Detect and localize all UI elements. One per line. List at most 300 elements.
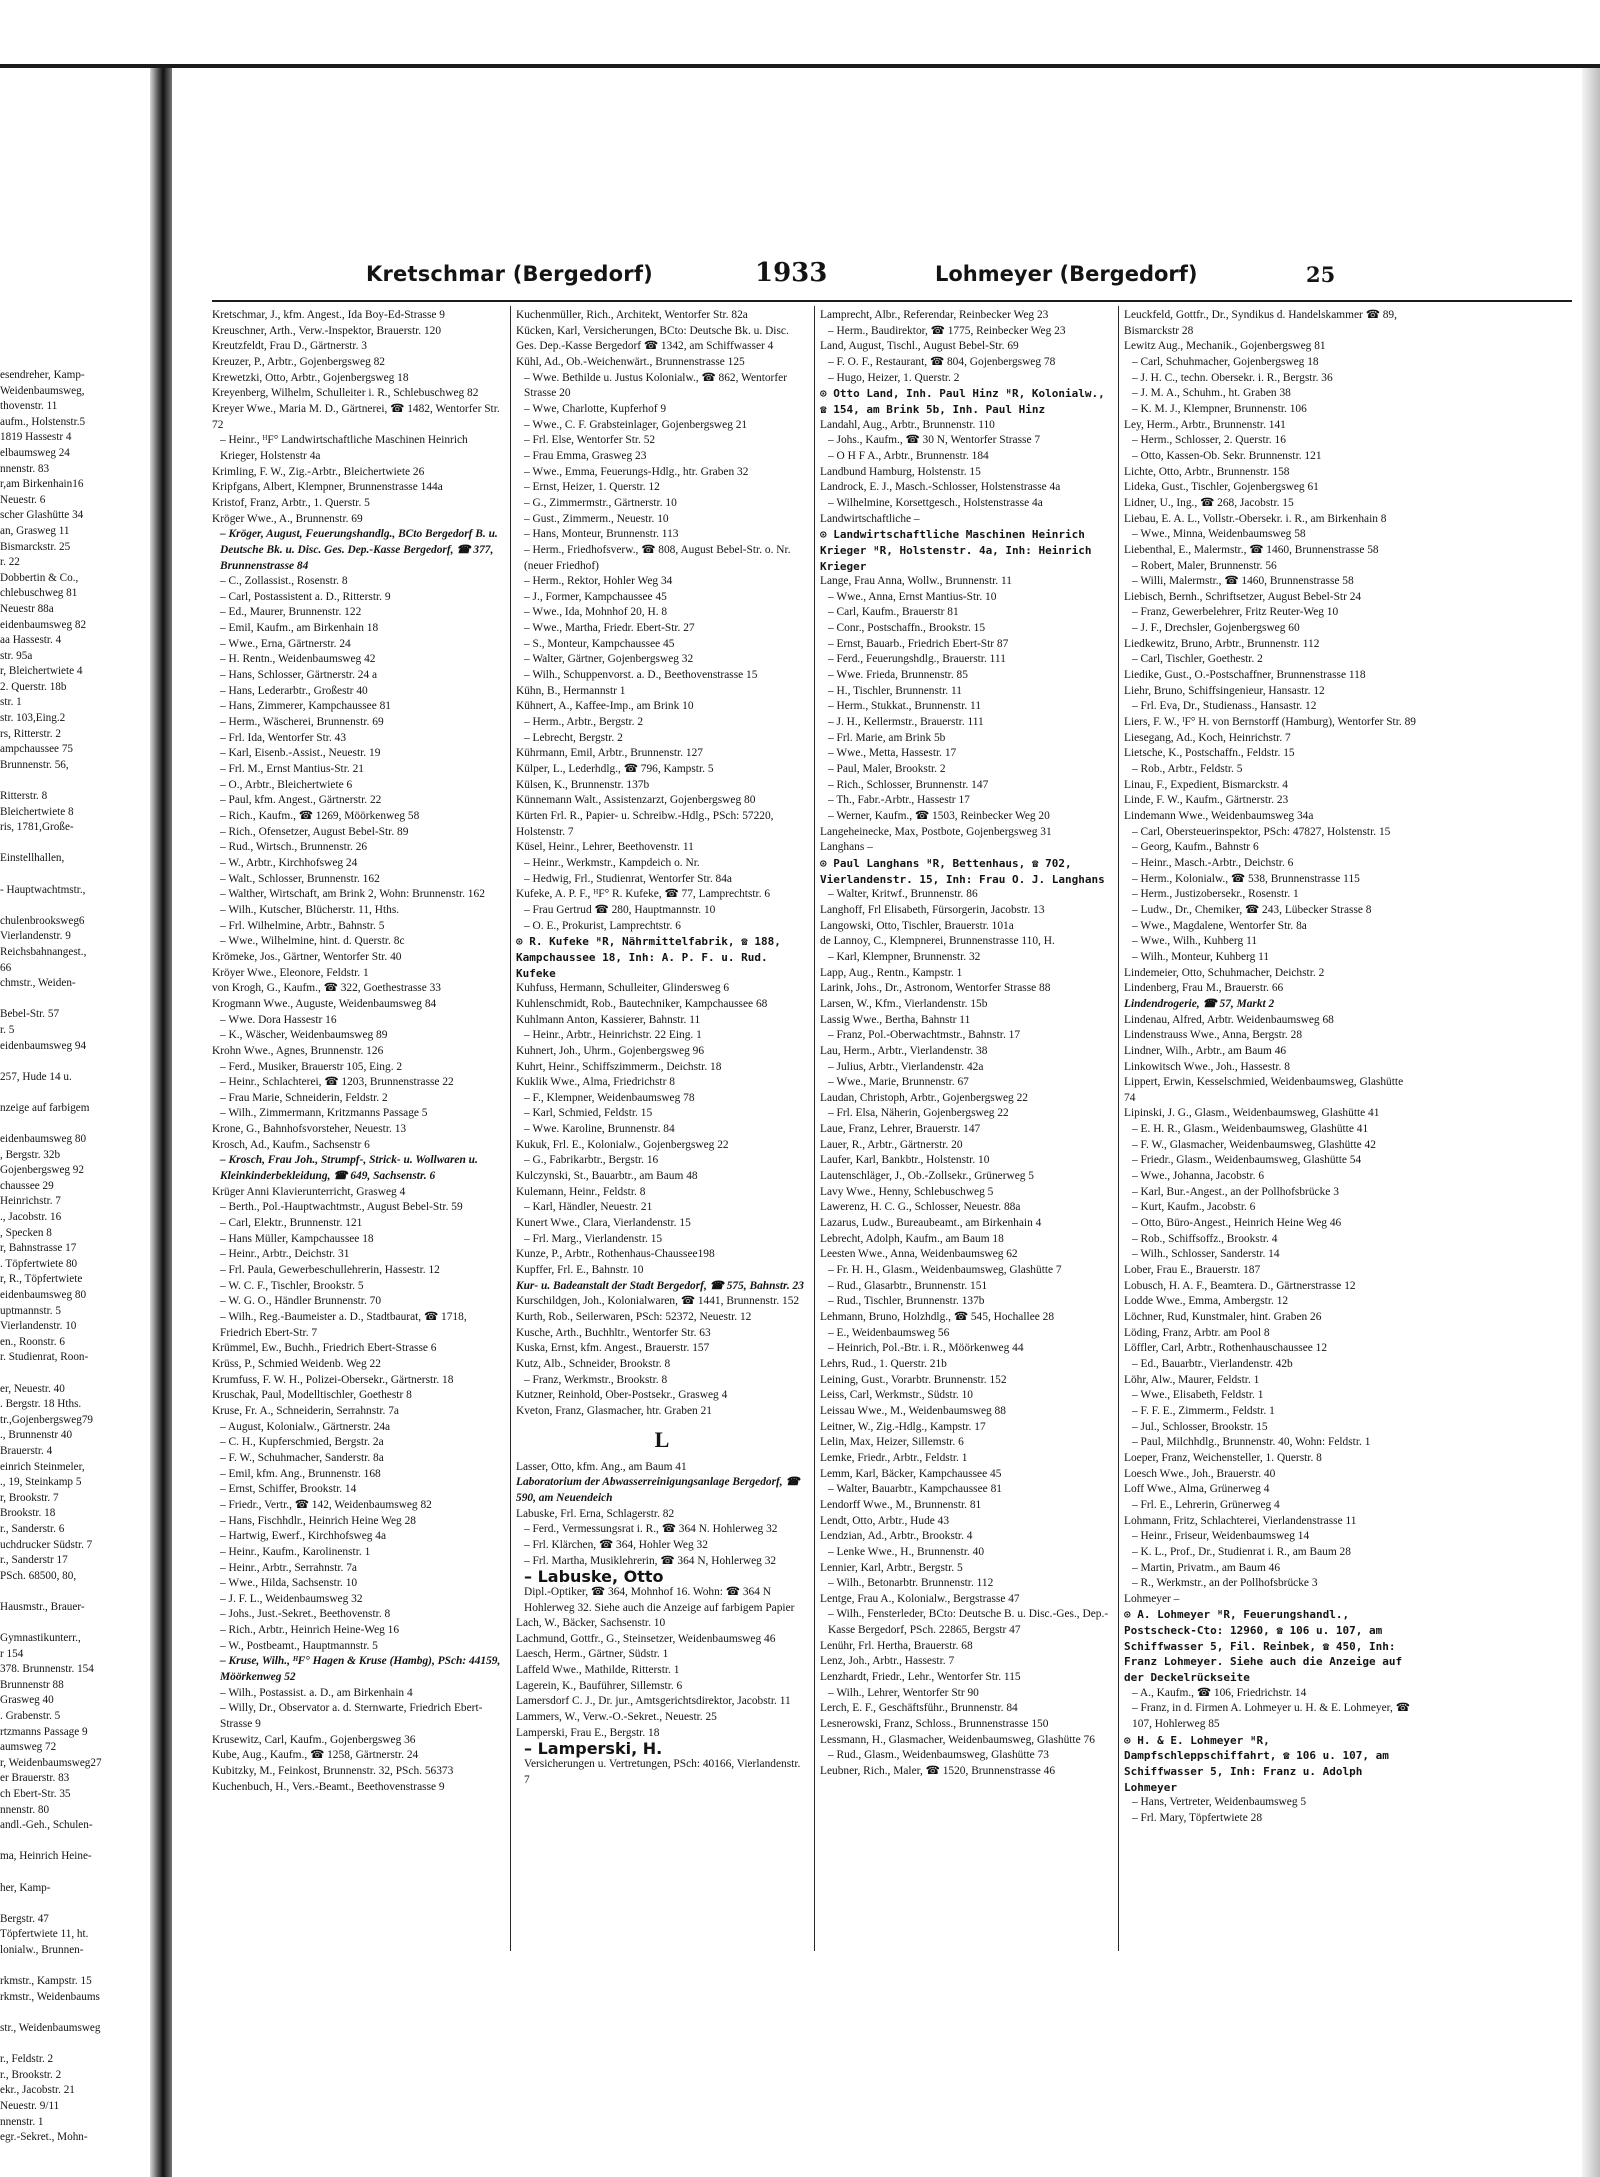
directory-entry: – Herm., Kolonialw., ☎ 538, Brunnenstrasse 115: [1132, 872, 1360, 885]
directory-entry: – Rich., Arbtr., Heinrich Heine-Weg 16: [220, 1624, 400, 1637]
directory-entry: Langowski, Otto, Tischler, Brauerstr. 101a: [820, 919, 1014, 932]
directory-entry: Land, August, Tischl., August Bebel-Str. 69: [820, 340, 1019, 353]
directory-entry: Kürten Frl. R., Papier- u. Schreibw.-Hdlg., PSch: 57220, Holstenstr. 7: [516, 810, 774, 838]
fragment-line: Gymnastikunterr.,: [0, 1632, 81, 1645]
directory-entry: Krömeke, Jos., Gärtner, Wentorfer Str. 40: [212, 950, 402, 963]
directory-entry: Krone, G., Bahnhofsvorsteher, Neuestr. 13: [212, 1123, 407, 1136]
directory-entry: – Frl. Paula, Gewerbeschullehrerin, Hassestr. 12: [220, 1264, 440, 1277]
directory-entry: – J., Former, Kampchaussee 45: [524, 590, 667, 603]
directory-entry: Leitner, W., Zig.-Hdlg., Kampstr. 17: [820, 1420, 986, 1433]
fragment-line: - Hauptwachtmstr.,: [0, 883, 86, 896]
directory-entry: Kusche, Arth., Buchhltr., Wentorfer Str. 63: [516, 1326, 711, 1339]
directory-entry: ⊙ Paul Langhans ᴴR, Bettenhaus, ☎ 702, Vierlandenstr. 15, Inh: Frau O. J. Langhans: [820, 856, 1105, 886]
directory-entry: – Wilh., Schuppenvorst. a. D., Beethovenstrasse 15: [524, 669, 758, 682]
fragment-line: Bismarckstr. 25: [0, 540, 71, 553]
directory-entry: Kreuschner, Arth., Verw.-Inspektor, Brauerstr. 120: [212, 324, 442, 337]
directory-entry: Lindner, Wilh., Arbtr., am Baum 46: [1124, 1044, 1287, 1057]
directory-entry: Kreuzer, P., Arbtr., Gojenbergsweg 82: [212, 355, 386, 368]
fragment-line: ma, Heinrich Heine-: [0, 1850, 92, 1863]
directory-entry: – Wwe., Emma, Feuerungs-Hdlg., htr. Graben 32: [524, 465, 749, 478]
directory-entry: – August, Kolonialw., Gärtnerstr. 24a: [220, 1420, 391, 1433]
fragment-line: Neuestr. 9/11: [0, 2099, 60, 2112]
fragment-line: rkmstr., Weidenbaums: [0, 1990, 100, 2003]
column-divider: [814, 306, 815, 1951]
directory-entry: – Robert, Maler, Brunnenstr. 56: [1132, 559, 1277, 572]
directory-entry: – Ludw., Dr., Chemiker, ☎ 243, Lübecker Strasse 8: [1132, 903, 1372, 916]
fragment-line: [0, 836, 145, 852]
directory-entry: – O., Arbtr., Bleichertwiete 6: [220, 778, 353, 791]
directory-column-1: [212, 308, 504, 1795]
directory-entry: Lendzian, Ad., Arbtr., Brookstr. 4: [820, 1530, 973, 1543]
directory-entry: – C. H., Kupferschmied, Bergstr. 2a: [220, 1436, 384, 1449]
fragment-line: chlebuschweg 81: [0, 587, 78, 600]
directory-entry: – Herm., Schlosser, 2. Querstr. 16: [1132, 434, 1286, 447]
directory-entry: Landwirtschaftliche –: [820, 512, 920, 525]
directory-entry: – Wwe., Johanna, Jacobstr. 6: [1132, 1170, 1265, 1183]
fragment-line: chmstr., Weiden-: [0, 977, 76, 990]
fragment-line: Reichsbahnangest.,: [0, 945, 87, 958]
directory-entry: Langeheinecke, Max, Postbote, Gojenbergsweg 31: [820, 825, 1052, 838]
directory-entry: Kretschmar, J., kfm. Angest., Ida Boy-Ed-Strasse 9: [212, 309, 446, 321]
directory-entry: Lohmeyer –: [1124, 1592, 1180, 1605]
directory-entry: – E. H. R., Glasm., Weidenbaumsweg, Glashütte 41: [1132, 1123, 1369, 1136]
directory-entry: – Karl, Klempner, Brunnenstr. 32: [828, 950, 981, 963]
directory-entry: – K. M. J., Klempner, Brunnenstr. 106: [1132, 402, 1307, 415]
directory-entry: – Frl. Eva, Dr., Studienass., Hansastr. 12: [1132, 700, 1317, 713]
directory-entry: Liebenthal, E., Malermstr., ☎ 1460, Brunnenstrasse 58: [1124, 543, 1379, 556]
directory-entry: – Wwe., Anna, Ernst Mantius-Str. 10: [828, 590, 997, 603]
directory-column-3: [820, 308, 1112, 1780]
directory-entry: – Ernst, Schiffer, Brookstr. 14: [220, 1483, 357, 1496]
directory-entry: – J. H. C., techn. Obersekr. i. R., Bergstr. 36: [1132, 371, 1333, 384]
directory-entry: Lautenschläger, J., Ob.-Zollsekr., Grünerweg 5: [820, 1170, 1035, 1183]
directory-entry: – Berth., Pol.-Hauptwachtmstr., August Bebel-Str. 59: [220, 1201, 463, 1214]
directory-entry: Laffeld Wwe., Mathilde, Ritterstr. 1: [516, 1664, 680, 1677]
directory-entry: Kutzner, Reinhold, Ober-Postsekr., Grasweg 4: [516, 1389, 728, 1402]
directory-entry: Lau, Herm., Arbtr., Vierlandenstr. 38: [820, 1044, 988, 1057]
directory-entry: Külsen, K., Brunnenstr. 137b: [516, 778, 650, 791]
directory-entry: – E., Weidenbaumsweg 56: [828, 1326, 950, 1339]
directory-entry: Lapp, Aug., Rentn., Kampstr. 1: [820, 966, 963, 979]
directory-entry: – Hans Müller, Kampchaussee 18: [220, 1232, 374, 1245]
directory-entry: – Kröger, August, Feuerungshandlg., BCto Bergedorf B. u. Deutsche Bk. u. Disc. Ges. Dep.-Kasse Bergedorf, ☎ 377, Brunnenstrasse 84: [220, 528, 498, 572]
directory-entry: – Krosch, Frau Joh., Strumpf-, Strick- u. Wollwaren u. Kleinkinderbekleidung, ☎ 649, Sachsenstr. 6: [220, 1154, 478, 1183]
directory-entry: Lindenberg, Frau M., Brauerstr. 66: [1124, 982, 1284, 995]
directory-entry: Lennier, Karl, Arbtr., Bergstr. 5: [820, 1561, 963, 1574]
directory-entry: – Rich., Schlosser, Brunnenstr. 147: [828, 778, 989, 791]
fragment-line: einrich Steinmeler,: [0, 1460, 85, 1473]
fragment-line: aa Hassestr. 4: [0, 634, 62, 647]
directory-entry: Krosch, Ad., Kaufm., Sachsenstr 6: [212, 1138, 370, 1151]
fragment-line: [0, 1896, 145, 1912]
directory-entry: Kreutzfeldt, Frau D., Gärtnerstr. 3: [212, 340, 367, 353]
directory-entry: – Fr. H. H., Glasm., Weidenbaumsweg, Glashütte 7: [828, 1264, 1062, 1277]
directory-entry: Larink, Johs., Dr., Astronom, Wentorfer Strasse 88: [820, 982, 1051, 995]
directory-entry: – Wilh., Zimmermann, Kritzmanns Passage 5: [220, 1107, 428, 1120]
directory-entry: – Rob., Arbtr., Feldstr. 5: [1132, 763, 1243, 776]
directory-entry: – Kruse, Wilh., ᴴF° Hagen & Kruse (Hambg), PSch: 44159, Möörkenweg 52: [220, 1655, 501, 1684]
directory-entry: – Karl, Händler, Neuestr. 21: [524, 1201, 653, 1214]
header-rule: [212, 300, 1572, 302]
directory-entry: Larsen, W., Kfm., Vierlandenstr. 15b: [820, 997, 988, 1010]
directory-entry: – Paul, Maler, Brookstr. 2: [828, 763, 946, 776]
directory-entry: – Frl. Marg., Vierlandenstr. 15: [524, 1232, 663, 1245]
directory-entry: Laboratorium der Abwasserreinigungsanlage Bergedorf, ☎ 590, am Neuendeich: [516, 1476, 800, 1504]
fragment-line: lonialw., Brunnen-: [0, 1943, 84, 1956]
directory-entry: Kröger Wwe., A., Brunnenstr. 69: [212, 512, 363, 525]
directory-entry: – Ed., Maurer, Brunnenstr. 122: [220, 606, 362, 619]
directory-entry: Lamersdorf C. J., Dr. jur., Amtsgerichtsdirektor, Jacobstr. 11: [516, 1695, 791, 1708]
directory-entry: Lindenau, Alfred, Arbtr. Weidenbaumsweg 68: [1124, 1013, 1334, 1026]
directory-entry: – F. W., Glasmacher, Weidenbaumsweg, Glashütte 42: [1132, 1138, 1376, 1151]
directory-entry: Kreyenberg, Wilhelm, Schulleiter i. R., Schlebuschweg 82: [212, 387, 479, 400]
fragment-line: rkmstr., Kampstr. 15: [0, 1975, 92, 1988]
fragment-line: en., Roonstr. 6: [0, 1335, 65, 1348]
directory-entry: Laue, Franz, Lehrer, Brauerstr. 147: [820, 1123, 981, 1136]
directory-entry: Lehrs, Rud., 1. Querstr. 21b: [820, 1357, 947, 1370]
directory-entry: Lohmann, Fritz, Schlachterei, Vierlandenstrasse 11: [1124, 1514, 1357, 1527]
directory-entry: – Lenke Wwe., H., Brunnenstr. 40: [828, 1545, 985, 1558]
fragment-line: [0, 898, 145, 914]
fragment-line: 1819 Hassestr 4: [0, 431, 72, 444]
fragment-line: Ritterstr. 8: [0, 790, 48, 803]
directory-entry: – Hans, Zimmerer, Kampchaussee 81: [220, 700, 391, 713]
section-letter: L: [654, 1426, 670, 1452]
directory-entry: Kuhlenschmidt, Rob., Bautechniker, Kampchaussee 68: [516, 997, 768, 1010]
directory-entry: – Paul, kfm. Angest., Gärtnerstr. 22: [220, 794, 382, 807]
directory-entry: Kröyer Wwe., Eleonore, Feldstr. 1: [212, 966, 369, 979]
directory-entry: – F. O. F., Restaurant, ☎ 804, Gojenbergsweg 78: [828, 355, 1056, 368]
fragment-line: Neuestr 88a: [0, 602, 54, 615]
directory-entry: Loesch Wwe., Joh., Brauerstr. 40: [1124, 1467, 1276, 1480]
directory-entry: – Hans, Schlosser, Gärtnerstr. 24 a: [220, 669, 378, 682]
directory-entry: Versicherungen u. Vertretungen, PSch: 40166, Vierlandenstr. 7: [524, 1758, 801, 1786]
directory-entry: – Rud., Glasarbtr., Brunnenstr. 151: [828, 1279, 988, 1292]
directory-entry: – Herm., Stukkat., Brunnenstr. 11: [828, 700, 982, 713]
directory-entry: Kulczynski, St., Bauarbtr., am Baum 48: [516, 1170, 698, 1183]
directory-entry: – Frl. E., Lehrerin, Grünerweg 4: [1132, 1498, 1280, 1511]
directory-entry: – H. Rentn., Weidenbaumsweg 42: [220, 653, 376, 666]
directory-entry: Lessmann, H., Glasmacher, Weidenbaumsweg, Glashütte 76: [820, 1733, 1095, 1746]
directory-entry: Kuklik Wwe., Alma, Friedrichstr 8: [516, 1076, 675, 1089]
directory-entry: – Martin, Privatm., am Baum 46: [1132, 1561, 1281, 1574]
fragment-line: rtzmanns Passage 9: [0, 1725, 88, 1738]
directory-entry: – Hedwig, Frl., Studienrat, Wentorfer Str. 84a: [524, 872, 732, 885]
directory-entry: Lidner, U., Ing., ☎ 268, Jacobstr. 15: [1124, 496, 1294, 509]
directory-entry: Löffler, Carl, Arbtr., Rothenhauschaussee 12: [1124, 1342, 1328, 1355]
fragment-line: Einstellhallen,: [0, 852, 65, 865]
directory-entry: – G., Zimmermstr., Gärtnerstr. 10: [524, 496, 677, 509]
directory-entry: – Johs., Just.-Sekret., Beethovenstr. 8: [220, 1608, 391, 1621]
directory-entry: – Labuske, Otto: [524, 1567, 664, 1587]
fragment-line: r. 5: [0, 1023, 15, 1036]
directory-entry: – Heinr., Arbtr., Serrahnstr. 7a: [220, 1561, 357, 1574]
fragment-line: rs, Ritterstr. 2: [0, 727, 61, 740]
directory-entry: Kutz, Alb., Schneider, Brookstr. 8: [516, 1357, 671, 1370]
directory-entry: – Hugo, Heizer, 1. Querstr. 2: [828, 371, 960, 384]
directory-entry: – Ferd., Feuerungshdlg., Brauerstr. 111: [828, 653, 1006, 666]
directory-entry: Leuckfeld, Gottfr., Dr., Syndikus d. Handelskammer ☎ 89, Bismarckstr 28: [1124, 309, 1397, 337]
directory-entry: Kunze, P., Arbtr., Rothenhaus-Chaussee198: [516, 1248, 715, 1261]
directory-entry: Lawerenz, H. C. G., Schlosser, Neuestr. 88a: [820, 1201, 1021, 1214]
directory-entry: – Herm., Friedhofsverw., ☎ 808, August Bebel-Str. o. Nr. (neuer Friedhof): [524, 543, 791, 572]
directory-entry: – Carl, Obersteuerinspektor, PSch: 47827, Holstenstr. 15: [1132, 825, 1391, 838]
directory-entry: – Heinr., Friseur, Weidenbaumsweg 14: [1132, 1530, 1310, 1543]
fragment-line: r. 22: [0, 556, 20, 569]
directory-entry: Kurth, Rob., Seilerwaren, PSch: 52372, Neuestr. 12: [516, 1311, 752, 1323]
fragment-line: elbaumsweg 24: [0, 446, 70, 459]
directory-entry: – Wwe., C. F. Grabsteinlager, Gojenbergsweg 21: [524, 418, 748, 431]
directory-entry: Landahl, Aug., Arbtr., Brunnenstr. 110: [820, 418, 995, 431]
fragment-line: nnenstr. 83: [0, 462, 50, 475]
header-first-entry: Kretschmar (Bergedorf): [366, 262, 653, 286]
fragment-line: , Specken 8: [0, 1226, 52, 1239]
fragment-line: 66: [0, 961, 12, 974]
directory-entry: – Herm., Arbtr., Bergstr. 2: [524, 716, 644, 729]
directory-entry: Krewetzki, Otto, Arbtr., Gojenbergsweg 18: [212, 371, 409, 384]
directory-entry: – Carl, Postassistent a. D., Ritterstr. 9: [220, 590, 391, 603]
directory-entry: – Frl. M., Ernst Mantius-Str. 21: [220, 763, 364, 776]
directory-entry: Kukuk, Frl. E., Kolonialw., Gojenbergsweg 22: [516, 1138, 729, 1151]
directory-entry: – Wwe., Elisabeth, Feldstr. 1: [1132, 1389, 1264, 1402]
directory-entry: Kuchenmüller, Rich., Architekt, Wentorfer Str. 82a: [516, 309, 748, 321]
directory-entry: Lenz, Joh., Arbtr., Hassestr. 7: [820, 1655, 955, 1668]
directory-entry: – Rud., Glasm., Weidenbaumsweg, Glashütte 73: [828, 1749, 1049, 1762]
directory-entry: – Carl, Tischler, Goethestr. 2: [1132, 653, 1263, 666]
directory-entry: – Friedr., Glasm., Weidenbaumsweg, Glashütte 54: [1132, 1154, 1362, 1167]
directory-entry: – Wwe., Metta, Hassestr. 17: [828, 747, 957, 760]
previous-page-fragment: [0, 68, 168, 2177]
header-year: 1933: [755, 258, 828, 288]
fragment-line: Hausmstr., Brauer-: [0, 1600, 85, 1613]
directory-entry: – Frl. Wilhelmine, Arbtr., Bahnstr. 5: [220, 919, 385, 932]
fragment-line: Vierlandenstr. 10: [0, 1320, 77, 1333]
directory-entry: Liehr, Bruno, Schiffsingenieur, Hansastr. 12: [1124, 684, 1325, 697]
fragment-line: [0, 1366, 145, 1382]
directory-entry: – Frl. Elsa, Näherin, Gojenbergsweg 22: [828, 1107, 1009, 1120]
fragment-line: Bebel-Str. 57: [0, 1008, 60, 1021]
directory-entry: Leesten Wwe., Anna, Weidenbaumsweg 62: [820, 1248, 1018, 1261]
directory-entry: – Wwe., Erna, Gärtnerstr. 24: [220, 637, 351, 650]
directory-entry: Künnemann Walt., Assistenzarzt, Gojenbergsweg 80: [516, 794, 756, 807]
directory-entry: – Walter, Kritwf., Brunnenstr. 86: [828, 888, 978, 901]
directory-entry: – Ed., Bauarbtr., Vierlandenstr. 42b: [1132, 1357, 1293, 1370]
fragment-line: PSch. 68500, 80,: [0, 1569, 77, 1582]
page-edge: [1582, 68, 1600, 2177]
directory-entry: – F. F. E., Zimmerm., Feldstr. 1: [1132, 1404, 1275, 1417]
directory-entry: – Gust., Zimmerm., Neuestr. 10: [524, 512, 669, 525]
fragment-line: aufm., Holstenstr.5: [0, 415, 86, 428]
directory-entry: – Franz, Gewerbelehrer, Fritz Reuter-Weg 10: [1132, 606, 1339, 619]
fragment-line: [0, 992, 145, 1008]
directory-entry: – Wilh., Monteur, Kuhberg 11: [1132, 950, 1270, 963]
directory-entry: Liers, F. W., ᴵF° H. von Bernstorff (Hamburg), Wentorfer Str. 89: [1124, 716, 1416, 729]
directory-entry: – Walter, Bauarbtr., Kampchaussee 81: [828, 1483, 1002, 1496]
directory-entry: – Kurt, Kaufm., Jacobstr. 6: [1132, 1201, 1256, 1214]
directory-entry: – A., Kaufm., ☎ 106, Friedrichstr. 14: [1132, 1686, 1307, 1699]
fragment-line: str. 103,Eing.2: [0, 712, 66, 725]
directory-entry: Linau, F., Expedient, Bismarckstr. 4: [1124, 778, 1288, 791]
fragment-line: nzeige auf farbigem: [0, 1101, 90, 1114]
directory-entry: Lachmund, Gottfr., G., Steinsetzer, Weidenbaumsweg 46: [516, 1632, 776, 1645]
directory-entry: – Hans, Lederarbtr., Großestr 40: [220, 684, 368, 697]
column-divider: [510, 306, 511, 1951]
directory-entry: – Wwe., Martha, Friedr. Ebert-Str. 27: [524, 622, 695, 635]
directory-entry: Löhr, Alw., Maurer, Feldstr. 1: [1124, 1373, 1260, 1386]
directory-entry: Krohn Wwe., Agnes, Brunnenstr. 126: [212, 1044, 384, 1057]
directory-entry: Liedike, Gust., O.-Postschaffner, Brunnenstrasse 118: [1124, 669, 1366, 682]
directory-entry: Krumfuss, F. W. H., Polizei-Obersekr., Gärtnerstr. 18: [212, 1373, 454, 1386]
fragment-line: Brunnenstr. 56,: [0, 758, 69, 771]
directory-entry: Lavy Wwe., Henny, Schlebuschweg 5: [820, 1185, 994, 1198]
fragment-line: r., Sanderstr 17: [0, 1554, 68, 1567]
directory-entry: Kreyer Wwe., Maria M. D., Gärtnerei, ☎ 1482, Wentorfer Str. 72: [212, 402, 500, 431]
directory-entry: ⊙ R. Kufeke ᴴR, Nährmittelfabrik, ☎ 188, Kampchaussee 18, Inh: A. P. F. u. Rud. Kufeke: [516, 935, 781, 980]
directory-entry: – Hans, Fischhdlr., Heinrich Heine Weg 28: [220, 1514, 416, 1527]
directory-entry: – Werner, Kaufm., ☎ 1503, Reinbecker Weg 20: [828, 810, 1050, 822]
directory-entry: – Wwe., Ida, Mohnhof 20, H. 8: [524, 606, 668, 619]
directory-entry: – Karl, Bur.-Angest., an der Pollhofsbrücke 3: [1132, 1185, 1339, 1198]
directory-entry: Linkowitsch Wwe., Joh., Hassestr. 8: [1124, 1060, 1290, 1073]
directory-entry: Linde, F. W., Kaufm., Gärtnerstr. 23: [1124, 794, 1289, 807]
directory-entry: – J. H., Kellermstr., Brauerstr. 111: [828, 716, 984, 729]
fragment-line: r, Brookstr. 7: [0, 1491, 59, 1504]
fragment-line: ., Brunnenstr 40: [0, 1429, 73, 1442]
directory-entry: – Frau Marie, Schneiderin, Feldstr. 2: [220, 1091, 388, 1104]
directory-entry: Külper, L., Lederhdlg., ☎ 796, Kampstr. 5: [516, 763, 714, 776]
fragment-line: r., Sanderstr. 6: [0, 1522, 65, 1535]
directory-entry: – Hartwig, Ewerf., Kirchhofsweg 4a: [220, 1530, 387, 1543]
directory-entry: Lach, W., Bäcker, Sachsenstr. 10: [516, 1617, 666, 1630]
fragment-line: Töpfertwiete 11, ht.: [0, 1928, 89, 1941]
directory-entry: Kühnert, A., Kaffee-Imp., am Brink 10: [516, 700, 694, 713]
directory-entry: – Karl, Eisenb.-Assist., Neuestr. 19: [220, 747, 381, 760]
directory-entry: Krogmann Wwe., Auguste, Weidenbaumsweg 84: [212, 997, 437, 1010]
directory-entry: Landbund Hamburg, Holstenstr. 15: [820, 465, 981, 478]
column-divider: [1118, 306, 1119, 1951]
fragment-line: , Bergstr. 32b: [0, 1148, 61, 1161]
page-number: 25: [1306, 262, 1336, 287]
directory-entry: Kufeke, A. P. F., ᴴF° R. Kufeke, ☎ 77, Lamprechtstr. 6: [516, 888, 771, 901]
directory-entry: Kuhrt, Heinr., Schiffszimmerm., Deichstr. 18: [516, 1060, 722, 1073]
fragment-line: [0, 773, 145, 789]
directory-entry: Lamprecht, Albr., Referendar, Reinbecker Weg 23: [820, 309, 1049, 321]
directory-entry: – Franz, in d. Firmen A. Lohmeyer u. H. & E. Lohmeyer, ☎ 107, Hohlerweg 85: [1132, 1702, 1410, 1731]
directory-entry: Kubitzky, M., Feinkost, Brunnenstr. 32, PSch. 56373: [212, 1765, 454, 1778]
directory-entry: – W. G. O., Händler Brunnenstr. 70: [220, 1295, 382, 1308]
fragment-line: ch Ebert-Str. 35: [0, 1788, 71, 1801]
fragment-line: Brunnenstr 88: [0, 1678, 64, 1691]
directory-entry: Kühn, B., Hermannstr 1: [516, 684, 626, 697]
directory-entry: – Willy, Dr., Observator a. d. Sternwarte, Friedrich Ebert-Strasse 9: [220, 1702, 483, 1731]
fragment-line: Vierlandenstr. 9: [0, 930, 71, 943]
fragment-line: [0, 1834, 145, 1850]
directory-entry: Küsel, Heinr., Lehrer, Beethovenstr. 11: [516, 841, 694, 854]
directory-entry: Kuhfuss, Hermann, Schulleiter, Glindersweg 6: [516, 982, 730, 995]
directory-entry: – Johs., Kaufm., ☎ 30 N, Wentorfer Strasse 7: [828, 434, 1041, 447]
directory-entry: Krimling, F. W., Zig.-Arbtr., Bleichertwiete 26: [212, 465, 425, 478]
directory-entry: Krümmel, Ew., Buchh., Friedrich Ebert-Strasse 6: [212, 1342, 437, 1355]
fragment-line: 257, Hude 14 u.: [0, 1070, 72, 1083]
directory-entry: – Wwe., Hilda, Sachsenstr. 10: [220, 1577, 358, 1590]
directory-entry: Krüss, P., Schmied Weidenb. Weg 22: [212, 1357, 381, 1370]
fragment-line: [0, 1085, 145, 1101]
fragment-line: r, R., Töpfertwiete: [0, 1273, 83, 1286]
directory-entry: – H., Tischler, Brunnenstr. 11: [828, 684, 962, 697]
fragment-line: ., Jacobstr. 16: [0, 1211, 62, 1224]
directory-entry: – W. C. F., Tischler, Brookstr. 5: [220, 1279, 364, 1292]
directory-entry: – Heinr., ᴴF° Landwirtschaftliche Maschinen Heinrich Krieger, Holstenstr 4a: [220, 434, 468, 462]
directory-entry: Langhoff, Frl Elisabeth, Fürsorgerin, Jacobstr. 13: [820, 903, 1045, 916]
directory-entry: – Heinrich, Pol.-Btr. i. R., Möörkenweg 44: [828, 1342, 1024, 1355]
directory-entry: – Rich., Kaufm., ☎ 1269, Möörkenweg 58: [220, 810, 420, 822]
directory-entry: – Ferd., Vermessungsrat i. R., ☎ 364 N. Hohlerweg 32: [524, 1523, 778, 1536]
fragment-line: scher Glashütte 34: [0, 509, 84, 522]
directory-entry: – O H F A., Arbtr., Brunnenstr. 184: [828, 449, 989, 462]
directory-entry: Kührmann, Emil, Arbtr., Brunnenstr. 127: [516, 747, 703, 760]
directory-entry: – Wilh., Postassist. a. D., am Birkenhain 4: [220, 1686, 413, 1699]
directory-entry: ⊙ H. & E. Lohmeyer ᴴR, Dampfschleppschiffahrt, ☎ 106 u. 107, am Schiffwasser 5, Inh: Franz u. Adolph Lohmeyer: [1124, 1733, 1389, 1794]
directory-entry: – Emil, kfm. Ang., Brunnenstr. 168: [220, 1467, 381, 1480]
directory-entry: Lober, Frau E., Brauerstr. 187: [1124, 1264, 1261, 1277]
directory-entry: Leiss, Carl, Werkmstr., Südstr. 10: [820, 1389, 973, 1402]
fragment-line: r, Bahnstrasse 17: [0, 1242, 77, 1255]
directory-entry: – Lamperski, H.: [524, 1739, 663, 1759]
directory-entry: – Frau Emma, Grasweg 23: [524, 449, 647, 462]
directory-entry: Leissau Wwe., M., Weidenbaumsweg 88: [820, 1404, 1006, 1417]
fragment-line: er Brauerstr. 83: [0, 1772, 70, 1785]
directory-entry: Löding, Franz, Arbtr. am Pool 8: [1124, 1326, 1270, 1339]
fragment-line: ris, 1781,Große-: [0, 821, 74, 834]
directory-entry: Lentge, Frau A., Kolonialw., Bergstrasse 47: [820, 1592, 1020, 1605]
directory-entry: – S., Monteur, Kampchaussee 45: [524, 637, 675, 650]
directory-entry: – Frl. Martha, Musiklehrerin, ☎ 364 N, Hohlerweg 32: [524, 1554, 777, 1567]
directory-entry: – Rud., Wirtsch., Brunnenstr. 26: [220, 841, 368, 854]
fragment-line: Bergstr. 47: [0, 1912, 49, 1925]
fragment-line: [0, 2037, 145, 2053]
fragment-line: an, Grasweg 11: [0, 524, 70, 537]
directory-entry: Lasser, Otto, kfm. Ang., am Baum 41: [516, 1460, 687, 1473]
directory-entry: – G., Fabrikarbtr., Bergstr. 16: [524, 1154, 659, 1167]
fragment-line: . Bergstr. 18 Hths.: [0, 1398, 82, 1411]
directory-entry: – Herm., Wäscherei, Brunnenstr. 69: [220, 716, 384, 729]
directory-entry: Kupffer, Frl. E., Bahnstr. 10: [516, 1264, 644, 1277]
fragment-line: eidenbaumsweg 82: [0, 618, 87, 631]
directory-entry: – Lebrecht, Bergstr. 2: [524, 731, 623, 744]
directory-entry: Krusewitz, Carl, Kaufm., Gojenbergsweg 36: [212, 1733, 416, 1746]
directory-entry: Lewitz Aug., Mechanik., Gojenbergsweg 81: [1124, 340, 1326, 353]
directory-entry: Liebisch, Bernh., Schriftsetzer, August Bebel-Str 24: [1124, 590, 1362, 603]
directory-entry: Kruschak, Paul, Modelltischler, Goethestr 8: [212, 1389, 412, 1402]
directory-entry: – Wwe. Dora Hassestr 16: [220, 1013, 337, 1026]
directory-entry: Kühl, Ad., Ob.-Weichenwärt., Brunnenstrasse 125: [516, 355, 745, 368]
directory-entry: Laufer, Karl, Bankbtr., Holstenstr. 10: [820, 1154, 990, 1167]
directory-entry: – Frl. Marie, am Brink 5b: [828, 731, 946, 744]
directory-entry: – Walt., Schlosser, Brunnenstr. 162: [220, 872, 380, 885]
directory-entry: Kurschildgen, Joh., Kolonialwaren, ☎ 1441, Brunnenstr. 152: [516, 1295, 800, 1308]
scan-top-edge: [0, 64, 1600, 68]
fragment-line: r 154: [0, 1647, 24, 1660]
directory-entry: – Herm., Rektor, Hohler Weg 34: [524, 575, 673, 588]
directory-entry: – Frl. Mary, Töpfertwiete 28: [1132, 1812, 1263, 1824]
header-last-entry: Lohmeyer (Bergedorf): [935, 262, 1198, 286]
fragment-line: Grasweg 40: [0, 1694, 54, 1707]
fragment-line: [0, 1959, 145, 1975]
directory-entry: Lodde Wwe., Emma, Ambergstr. 12: [1124, 1295, 1289, 1308]
directory-entry: – Ernst, Heizer, 1. Querstr. 12: [524, 481, 660, 494]
directory-entry: Lemke, Friedr., Arbtr., Feldstr. 1: [820, 1451, 968, 1464]
directory-entry: Lassig Wwe., Bertha, Bahnstr 11: [820, 1013, 971, 1026]
